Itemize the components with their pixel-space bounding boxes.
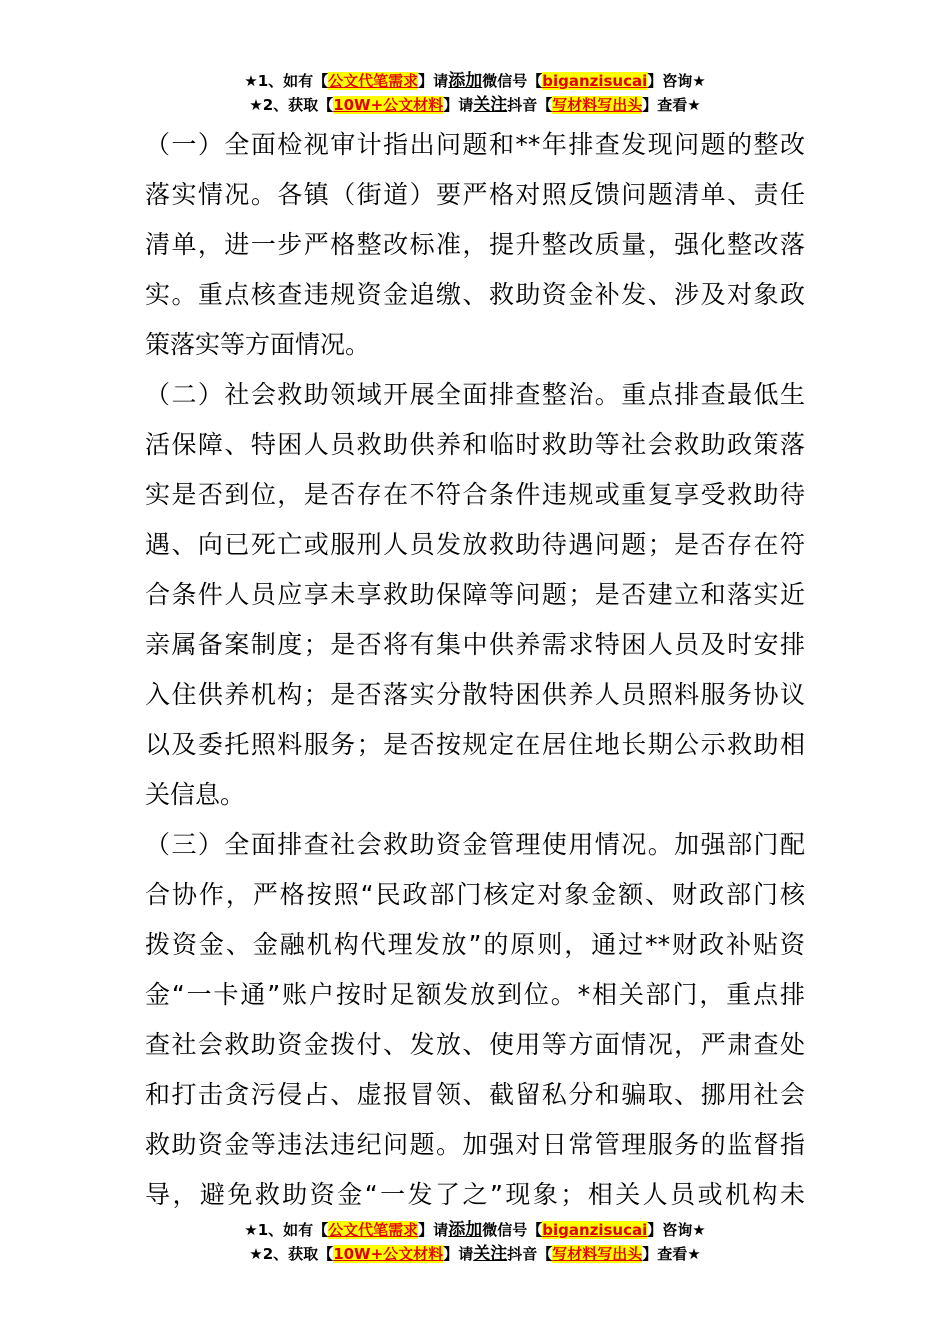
body-text-line: 和打击贪污侵占、虚报冒领、截留私分和骗取、挪用社会 <box>145 1080 805 1109</box>
ad-text: 抖音【 <box>507 1245 553 1263</box>
ad-text: ★2、获取【 <box>249 1245 334 1263</box>
ad-text: 微信号【 <box>482 1221 543 1239</box>
body-text-line: 遇、向已死亡或服刑人员发放救助待遇问题；是否存在符 <box>145 530 805 559</box>
body-text-line: 救助资金等违法违纪问题。加强对日常管理服务的监督指 <box>145 1130 805 1159</box>
ad-underline: 关注 <box>473 95 508 115</box>
ad-underline: 添加 <box>448 1220 483 1240</box>
ad-text: 】咨询★ <box>647 72 706 90</box>
ad-text: 】查看★ <box>642 1245 701 1263</box>
body-text-line: （三）全面排查社会救助资金管理使用情况。加强部门配 <box>145 830 805 859</box>
header-ad-line-2 <box>0 94 950 116</box>
body-text-line: 策落实等方面情况。 <box>145 330 371 359</box>
ad-highlight: 10W+公文材料 <box>333 1245 444 1263</box>
ad-text: 抖音【 <box>507 96 553 114</box>
ad-highlight: 写材料写出头 <box>552 96 643 114</box>
ad-text: 】请 <box>418 72 449 90</box>
ad-underline: 添加 <box>448 71 483 91</box>
ad-underline: 关注 <box>473 1244 508 1264</box>
ad-highlight: 公文代笔需求 <box>328 1221 419 1239</box>
body-text-line: （一）全面检视审计指出问题和**年排查发现问题的整改 <box>145 130 805 159</box>
ad-text: 】咨询★ <box>647 1221 706 1239</box>
ad-text: ★1、如有【 <box>244 72 329 90</box>
ad-highlight: biganzisucai <box>542 72 648 90</box>
document-body <box>145 120 805 1220</box>
ad-text: ★2、获取【 <box>249 96 334 114</box>
ad-text: ★1、如有【 <box>244 1221 329 1239</box>
body-text-line: （二）社会救助领域开展全面排查整治。重点排查最低生 <box>145 380 805 409</box>
ad-highlight: 写材料写出头 <box>552 1245 643 1263</box>
body-text-line: 亲属备案制度；是否将有集中供养需求特困人员及时安排 <box>145 630 805 659</box>
ad-text: 】请 <box>443 96 474 114</box>
ad-text: 】请 <box>443 1245 474 1263</box>
body-text-line: 实是否到位，是否存在不符合条件违规或重复享受救助待 <box>145 480 805 509</box>
body-text-line: 金“一卡通”账户按时足额发放到位。*相关部门，重点排 <box>145 980 805 1009</box>
body-text-line: 以及委托照料服务；是否按规定在居住地长期公示救助相 <box>145 730 805 759</box>
footer-ad-line-1 <box>0 1219 950 1241</box>
footer-ad-line-2 <box>0 1243 950 1265</box>
body-text-line: 关信息。 <box>145 780 246 809</box>
body-text-line: 查社会救助资金拨付、发放、使用等方面情况，严肃查处 <box>145 1030 805 1059</box>
body-text-line: 合条件人员应享未享救助保障等问题；是否建立和落实近 <box>145 580 805 609</box>
header-ad-line-1 <box>0 70 950 92</box>
body-text-line: 拨资金、金融机构代理发放”的原则，通过**财政补贴资 <box>145 930 805 959</box>
ad-text: 】查看★ <box>642 96 701 114</box>
ad-text: 微信号【 <box>482 72 543 90</box>
body-text-line: 导，避免救助资金“一发了之”现象；相关人员或机构未 <box>145 1180 805 1209</box>
body-text-line: 合协作，严格按照“民政部门核定对象金额、财政部门核 <box>145 880 805 909</box>
body-text-line: 活保障、特困人员救助供养和临时救助等社会救助政策落 <box>145 430 805 459</box>
body-text-line: 落实情况。各镇（街道）要严格对照反馈问题清单、责任 <box>145 180 805 209</box>
ad-highlight: 10W+公文材料 <box>333 96 444 114</box>
body-text-line: 实。重点核查违规资金追缴、救助资金补发、涉及对象政 <box>145 280 805 309</box>
ad-highlight: biganzisucai <box>542 1221 648 1239</box>
ad-text: 】请 <box>418 1221 449 1239</box>
ad-highlight: 公文代笔需求 <box>328 72 419 90</box>
body-text-line: 入住供养机构；是否落实分散特困供养人员照料服务协议 <box>145 680 805 709</box>
body-text-line: 清单，进一步严格整改标准，提升整改质量，强化整改落 <box>145 230 805 259</box>
